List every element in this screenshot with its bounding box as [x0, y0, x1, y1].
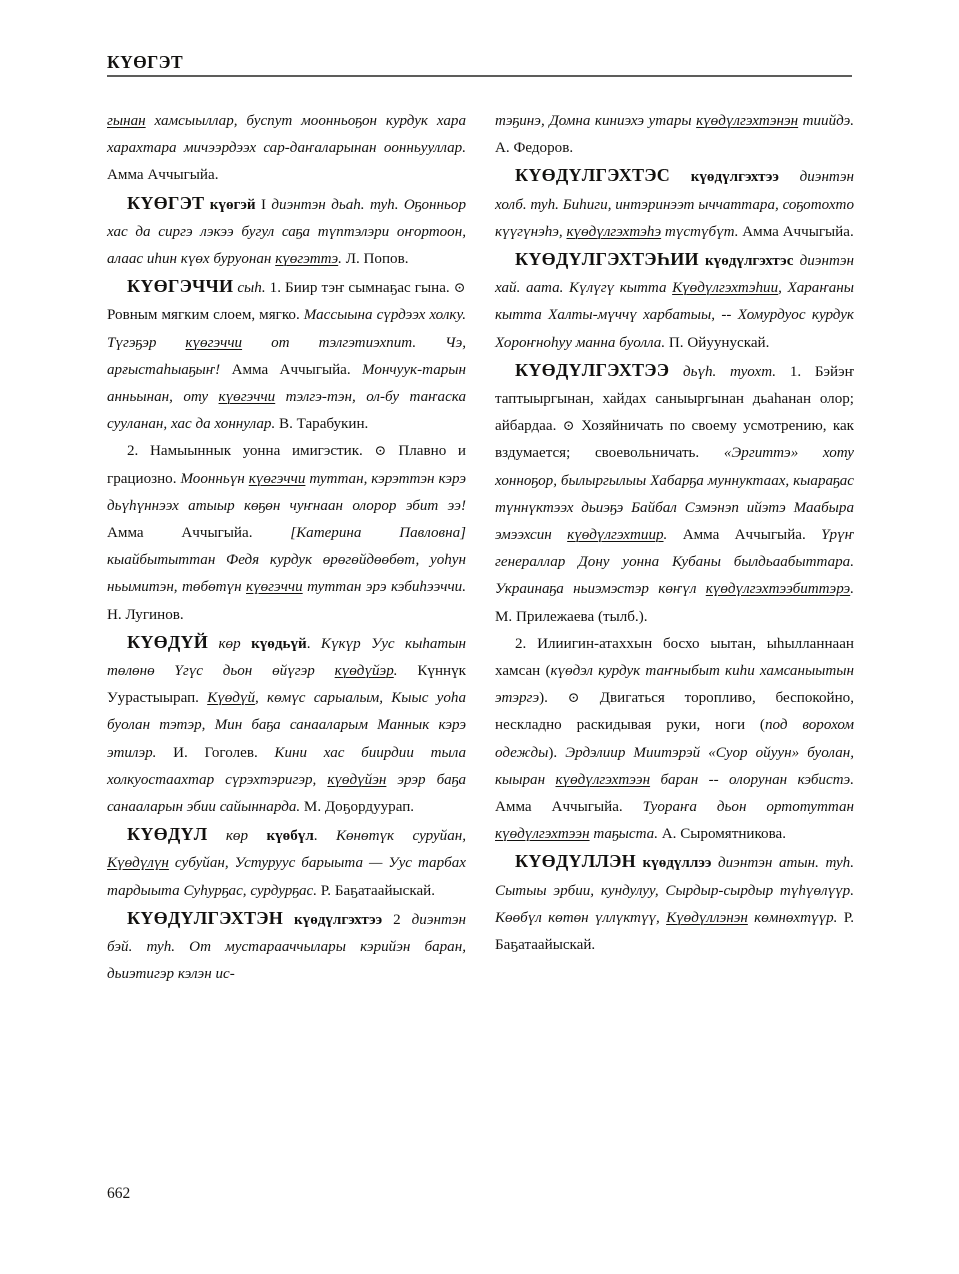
text-run: Плавно и грациозно.: [107, 443, 466, 487]
text-run: , көмүс сарыалым, Кыыс уоһа буолан тэтэр, Мин баҕа санааларым Маннык кэрэ этилэр.: [107, 690, 466, 761]
catchword: күөдүлгэхтээбиттэрэ: [705, 581, 851, 598]
catchword: күөгэттэ: [275, 251, 339, 268]
entry-kuodulgekhtes: [495, 162, 854, 246]
catchword: Күөдүлгэхтэһии: [672, 280, 779, 297]
text-run: күөдэл курдук таҥныбыт киһи хамсаныытын этэргэ: [495, 663, 855, 707]
text-run: таҕыста.: [589, 826, 662, 843]
text-run: Үрүҥ генераллар Дону уонна Кубаны былдьаабыттара. Украинаҕа ньиэмэстэр көҥүл: [495, 527, 854, 598]
catchword: күөгэччи: [218, 389, 276, 406]
text-run: 2. Намыыннык уонна имигэстик.: [127, 443, 375, 460]
text-run: Хозяйничать по своему усмотрению, как вздумается; своевольничать.: [495, 418, 854, 462]
catchword: күөгэччи: [248, 470, 306, 487]
text-run: Мооннь: [180, 470, 230, 487]
catchword: күөдүйэн: [327, 771, 387, 788]
entry-kuodullen: [495, 848, 854, 959]
catchword: Күөдүлүн: [107, 855, 169, 872]
entry-kuogetten-continuation: [107, 108, 466, 190]
text-run: дьүһ. туохт.: [669, 363, 777, 380]
text-run: күөдүлгэхтээ: [283, 911, 383, 928]
text-run: Амма Аччыгыйа.: [231, 361, 363, 378]
text-run: .: [850, 581, 854, 598]
text-run: 1. Биир тэҥ сымнаҕас гына.: [269, 280, 454, 297]
text-run: үн: [229, 470, 249, 487]
text-run: тэҕинэ, Домна киниэхэ утары: [495, 113, 697, 129]
catchword: Күөдүллэнэн: [666, 909, 748, 926]
headword: КҮӨДҮЛГЭХТЭН: [127, 907, 284, 928]
sense-marker-icon: ⊙: [567, 691, 580, 707]
catchword: күөдүлгэхтиир: [567, 527, 664, 544]
page-number: 662: [107, 1185, 131, 1202]
text-run: Туораҥа дьон ортотуттан: [642, 799, 854, 816]
text-run: В. Тарабукин.: [279, 416, 369, 433]
text-run: I: [255, 196, 272, 213]
text-run: диэнтэн холб. туһ. Биһиги, интэринээт ыччаттара, соҕотохто күүгүнэһэ,: [495, 169, 854, 240]
text-run: «Эргиттэ» хоту хонноҕор, былыргылыы Хабарҕа муннуктаах, кыараҕас түннүктээх дьиэҕэ Байбал Сэмэнэп ийэтэ Маабыра эмээхсин: [495, 445, 854, 544]
catchword: күөдүлгэхтээн: [495, 826, 590, 843]
text-run: тиийдэ.: [798, 113, 854, 129]
text-run: Күннүк Уурастыырап.: [107, 663, 466, 707]
entry-kuodulgekhtehii: [495, 246, 854, 357]
text-run: ).: [539, 690, 568, 707]
text-run: Кини хас биирдии тыла холкуостаахтар сүрэхтэригэр,: [107, 744, 467, 788]
text-run: баран -- олорунан кэбистэ.: [650, 771, 854, 788]
entry-kuodulgekhten-continuation: [495, 108, 854, 162]
sense-marker-icon: ⊙: [453, 281, 466, 297]
entry-kuodulgekhten: [107, 905, 466, 989]
text-run: М. Доҕордуурап.: [303, 799, 415, 816]
column-container: [107, 108, 855, 1163]
text-run: ).: [548, 744, 566, 761]
text-run: Амма Аччыгыйа.: [682, 527, 822, 544]
text-run: И. Гоголев.: [173, 744, 275, 761]
text-run: Амма Аччыгыйа.: [107, 167, 219, 184]
text-run: күөдүллээ: [635, 855, 712, 872]
running-head-title: КҮӨГЭТ: [107, 52, 184, 72]
running-head: [107, 52, 852, 77]
entry-kuodulgekhtee: [495, 357, 854, 631]
running-head-rule: [107, 75, 852, 77]
text-run: Амма Аччыгыйа.: [742, 223, 854, 240]
left-column: [107, 108, 466, 1163]
catchword: күөдүлгэхтээн: [555, 771, 651, 788]
text-run: күөбүл: [266, 828, 314, 845]
text-run: күөдүлгэхтээ: [670, 169, 779, 186]
text-run: күөдүлгэхтэс: [698, 253, 794, 270]
text-run: Р. Баҕатаайыскай.: [320, 882, 436, 899]
text-run: күөдьүй: [251, 635, 307, 652]
headword: КҮӨДҮЛ: [127, 824, 208, 845]
text-run: хамсыыллар, буспут мооннь: [145, 113, 348, 129]
text-run: Ровным мягким слоем, мягко.: [107, 307, 304, 324]
text-run: [Катерина Павловна] кыайбытыттан Федя курдук өрөгөйдөөбөт, уоһун ньымитэн, төбөтүн: [107, 525, 466, 596]
text-run: Н. Лугинов.: [107, 606, 184, 623]
text-run: көмнөхтүүр.: [747, 909, 844, 926]
text-run: Амма Аччыгыйа.: [107, 525, 291, 542]
text-run: көр: [208, 635, 252, 652]
text-run: тэлгэ-тэн, ол-бу таҥаска сууланан, хас да хоннулар.: [107, 389, 466, 433]
text-run: Двигаться торопливо, беспокойно, нескладно раскидывая руки, ноги (: [495, 690, 855, 734]
text-run: туттан эрэ кэбиһээччи.: [302, 579, 466, 596]
catchword: күөдүйэр: [334, 663, 394, 680]
text-run: А. Сыромятникова.: [661, 826, 787, 843]
headword: КҮӨДҮЙ: [127, 631, 209, 652]
text-run: диэнтэн бэй. туһ. От мустарааччылары кэрийэн баран, дьиэтигэр кэлэн ис-: [107, 911, 467, 983]
text-run: .: [393, 663, 418, 680]
text-run: .: [338, 251, 346, 268]
text-run: .: [306, 635, 321, 652]
catchword: күөгэччи: [185, 334, 243, 351]
text-run: Эрдэлиир Миитэрэй «Суор ойуун» буолан, кыыран: [495, 744, 854, 788]
entry-kuodul: [107, 821, 466, 905]
catchword: Күөдүй: [207, 690, 256, 707]
text-run: диэнтэн атын. туһ. Сытыы эрбии, кундулуу, Сырдыр-сырдыр түһүөлүүр. Көөбүл көтөн үллүктүү,: [495, 855, 854, 926]
entry-kuogechchi: [107, 273, 466, 438]
catchword: күөдүлгэхтэһэ: [566, 223, 662, 240]
text-run: .: [663, 527, 683, 544]
text-run: М. Прилежаева (тылб.).: [495, 608, 648, 625]
text-run: от тэлгэтиэхпит. Чэ, арғыстаһыаҕыҥ!: [107, 334, 466, 378]
text-run: Көнөтүк суруйан,: [335, 828, 467, 845]
text-run: 1. Бэйэҥ таптыыргынан, хайдах саныыргынан дьаһанан олор; айбардаа.: [495, 363, 854, 435]
text-run: түстүбүт.: [661, 223, 743, 240]
catchword: күөгэччи: [246, 579, 303, 596]
text-run: А. Федоров.: [495, 140, 574, 157]
text-run: Массыына сүрдээх холку. Түгэҕэр: [107, 307, 466, 351]
text-run: диэнтэн дьаһ. туһ. Оҕонньор хас да сиргэ лэкээ бугул саҕа түптэлэри оҥортоон, алаас иһин күөх буруонан: [107, 196, 467, 268]
catchword: күөдүлгэхтэнэн: [696, 113, 799, 129]
text-run: 2: [382, 911, 412, 928]
text-run: эрэр баҕа санааларын эбии сайыннарда.: [107, 771, 466, 816]
headword: КҮӨДҮЛГЭХТЭС: [515, 165, 670, 186]
text-run: диэнтэн хай. аата. Күлүгү кытта: [495, 253, 854, 297]
text-run: 2. Илиигин-атаххын босхо ыытан, ыһылланнаан хамсан (: [495, 635, 854, 680]
text-run: под ворохом одежды: [495, 717, 854, 761]
headword: КҮӨГЭЧЧИ: [127, 276, 234, 297]
entry-kuodulgekhtee-sense-2: [495, 631, 854, 849]
entry-kuogechchi-sense-2: [107, 438, 466, 628]
sense-marker-icon: ⊙: [374, 444, 387, 460]
headword: КҮӨДҮЛЛЭН: [515, 851, 636, 872]
text-run: Л. Попов.: [345, 251, 409, 268]
text-run: Мончуук-тарын анньынан, оту: [107, 361, 466, 406]
entry-kuoget: [107, 190, 466, 274]
text-run: көр: [207, 828, 267, 845]
text-run: .: [313, 828, 336, 845]
text-run: , Хараҥаны кытта Халты-мүччү харбатыы, -- Хомурдуос курдук Хороҥноһуу манна буолла.: [495, 280, 854, 351]
sense-marker-icon: ⊙: [562, 419, 575, 435]
text-run: күөгэй: [204, 196, 256, 213]
text-run: субуйан, Устуруус барыыта — Ууc тарбах тардыыта Суһурҕас, сурдурҕас.: [107, 855, 466, 899]
text-run: Амма Аччыгыйа.: [495, 799, 643, 816]
entry-kuoduy: [107, 629, 466, 821]
catchword: гынан: [107, 113, 146, 129]
headword: КҮӨДҮЛГЭХТЭЭ: [515, 359, 670, 380]
text-run: оҕон курдук хара харахтара мичээрдээх сар-даҥаларынан оонньууллар.: [107, 113, 466, 157]
text-run: сыһ.: [233, 280, 270, 297]
text-run: П. Ойуунускай.: [668, 334, 770, 351]
text-run: туттан, кэрэттэн кэрэ дьүһүннээх атыыр көҕөн чуҥнаан олорор эбит ээ!: [107, 470, 466, 514]
headword: КҮӨГЭТ: [127, 192, 205, 213]
text-run: Күкүр Ууc кыһатын төлөнө Үгүс дьон өйүгэр: [107, 635, 467, 680]
text-run: Р. Баҕатаайыскай.: [495, 909, 854, 954]
headword: КҮӨДҮЛГЭХТЭҺИИ: [515, 249, 699, 270]
right-column: [495, 108, 854, 1163]
